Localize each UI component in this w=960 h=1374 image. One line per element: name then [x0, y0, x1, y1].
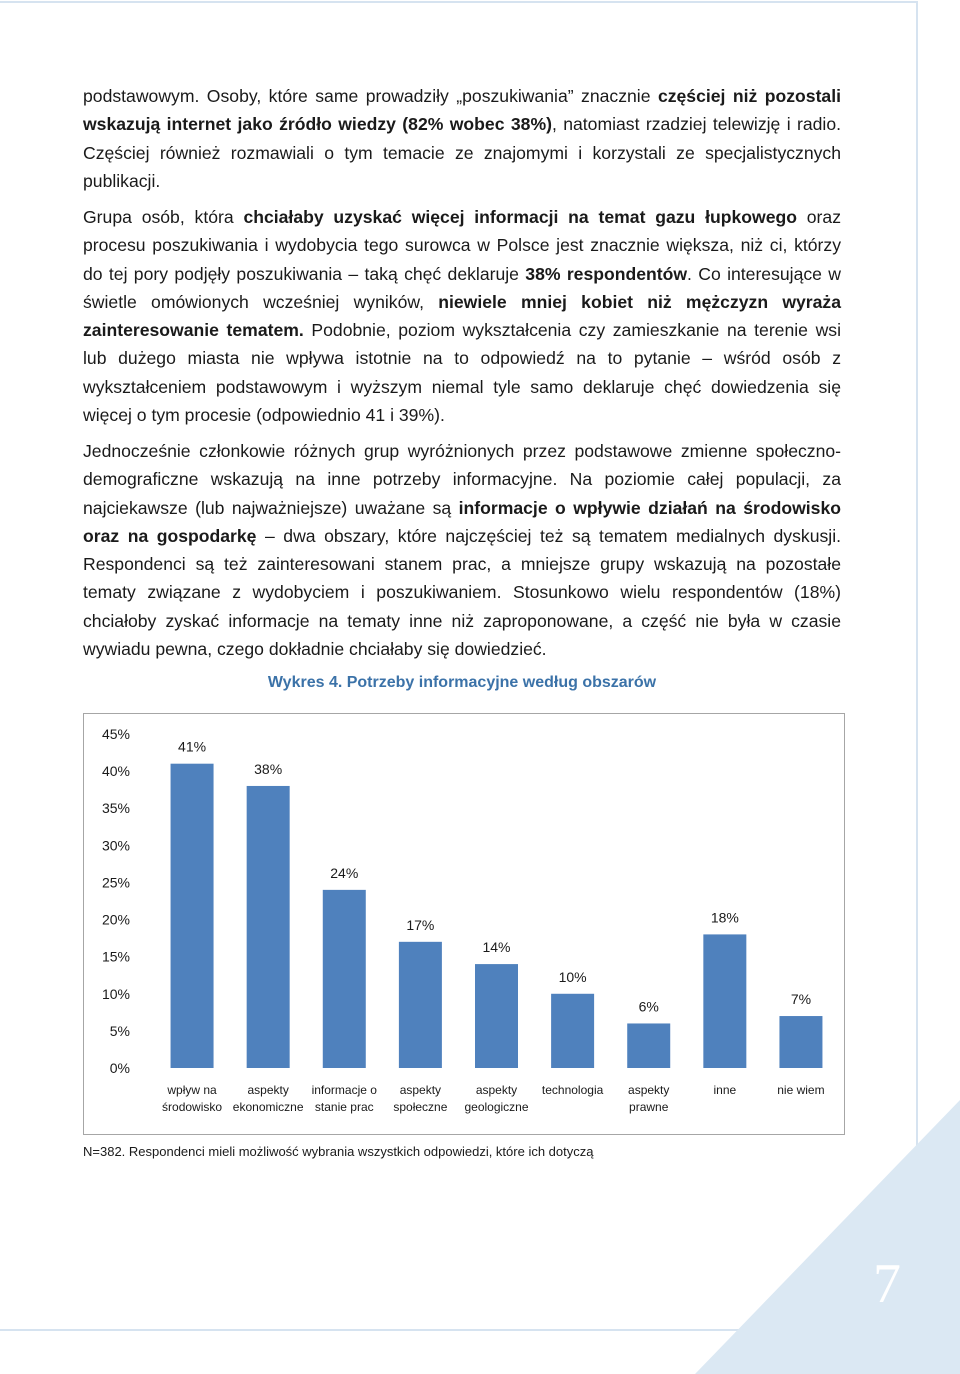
data-label: 10% [558, 968, 587, 985]
paragraph-3 [83, 437, 841, 663]
data-label: 18% [710, 909, 739, 926]
y-tick-label: 0% [109, 1060, 130, 1076]
bar [551, 994, 594, 1068]
data-label: 7% [790, 991, 812, 1008]
category-label: wpływ na [167, 1083, 217, 1097]
data-label: 41% [178, 738, 207, 755]
data-label: 14% [482, 939, 511, 956]
category-label: prawne [629, 1100, 669, 1114]
category-label: aspekty [399, 1083, 442, 1097]
y-tick-label: 20% [101, 911, 130, 928]
paragraph-run: – dwa obszary, które najczęściej też są tematem medialnych dyskusji. Respondenci są też zainteresowani stanem prac, a mniejsze grupy wskazują na pozostałe tematy związane z wydobyciem i poszukiwaniem. Stosunkowo wielu respondentów (18%) chciałoby zyskać informacje na tematy inne niż zaproponowane, a część nie była w czasie wywiadu pewna, czego dokładnie chciałaby się dowiedzieć. [83, 525, 841, 660]
category-label: inne [713, 1083, 737, 1097]
data-label: 38% [254, 760, 283, 777]
data-label: 24% [330, 864, 359, 881]
bar [627, 1023, 670, 1068]
bar [779, 1016, 822, 1068]
y-tick-label: 15% [101, 948, 130, 965]
chart-title: Wykres 4. Potrzeby informacyjne według obszarów [267, 674, 657, 691]
category-label: ekonomiczne [232, 1100, 304, 1114]
y-tick-label: 45% [101, 726, 130, 742]
y-tick-label: 10% [101, 985, 130, 1002]
page-number: 7 [873, 1253, 901, 1315]
paragraph-run: chciałaby uzyskać więcej informacji na temat gazu łupkowego [243, 207, 797, 227]
category-label: społeczne [393, 1100, 448, 1114]
y-tick-label: 25% [101, 874, 130, 891]
bar [399, 942, 442, 1068]
data-label: 17% [406, 916, 435, 933]
paragraph-2 [83, 203, 841, 429]
y-tick-label: 5% [109, 1022, 130, 1039]
paragraph-run: . Co interesujące w świetle omówionych wcześniej wyników, [83, 263, 841, 312]
category-label: aspekty [628, 1083, 670, 1097]
bar [323, 890, 366, 1068]
chart-note: N=382. Respondenci mieli możliwość wybrania wszystkich odpowiedzi, które ich dotyczą [83, 1144, 594, 1159]
chart-container [83, 713, 845, 1135]
bar [247, 786, 290, 1068]
paragraph-run: informacje o wpływie działań na środowisko oraz na gospodarkę [83, 497, 841, 546]
paragraph-run: podstawowym. Osoby, które same prowadziły „poszukiwania” znacznie [83, 86, 658, 106]
category-label: technologia [541, 1083, 604, 1097]
paragraph-run: Podobnie, poziom wykształcenia czy zamieszkanie na terenie wsi lub dużego miasta nie wpływa istotnie na to odpowiedź na to pytanie – wśród osób z wykształceniem podstawowym i wyższym niemal tyle samo deklaruje chęć dowiedzenia się więcej o tym procesie (odpowiednio 41 i 39%). [83, 320, 841, 426]
paragraph-run: częściej niż pozostali wskazują internet jako źródło wiedzy (82% wobec 38%) [83, 86, 841, 135]
paragraph-run: Grupa osób, która [83, 207, 244, 227]
paragraph-1 [83, 82, 841, 195]
category-label: aspekty [247, 1083, 289, 1097]
bar [703, 934, 746, 1068]
y-tick-label: 30% [101, 837, 130, 854]
bar [171, 764, 214, 1068]
paragraph-run: 38% respondentów [525, 263, 688, 284]
paragraph-run: , natomiast rzadziej telewizję i radio. Częściej również rozmawiali o tym temacie ze znajomymi i korzystali ze specjalistycznych publikacji. [83, 114, 842, 191]
category-label: informacje o [311, 1083, 377, 1097]
bar-chart [84, 714, 844, 1134]
y-tick-label: 35% [101, 800, 130, 817]
paragraph-run: Jednocześnie członkowie różnych grup wyróżnionych przez podstawowe zmienne społeczno-demograficzne wskazują na inne potrzeby informacyjne. Na poziomie całej populacji, za najciekawsze (lub najważniejsze) uważane są [83, 441, 841, 518]
paragraph-run: niewiele mniej kobiet niż mężczyzn wyraża zainteresowanie tematem. [83, 291, 842, 341]
category-label: środowisko [162, 1100, 223, 1114]
y-tick-label: 40% [101, 763, 130, 780]
category-label: geologiczne [464, 1100, 529, 1114]
category-label: nie wiem [777, 1083, 825, 1097]
category-label: stanie prac [314, 1100, 374, 1114]
data-label: 6% [638, 998, 659, 1015]
category-label: aspekty [475, 1083, 518, 1097]
bar [475, 964, 518, 1068]
paragraph-run: oraz procesu poszukiwania i wydobycia tego surowca w Polsce jest znacznie większa, niż ci, którzy do tej pory podjęły poszukiwania – taką chęć deklaruje [83, 207, 841, 284]
